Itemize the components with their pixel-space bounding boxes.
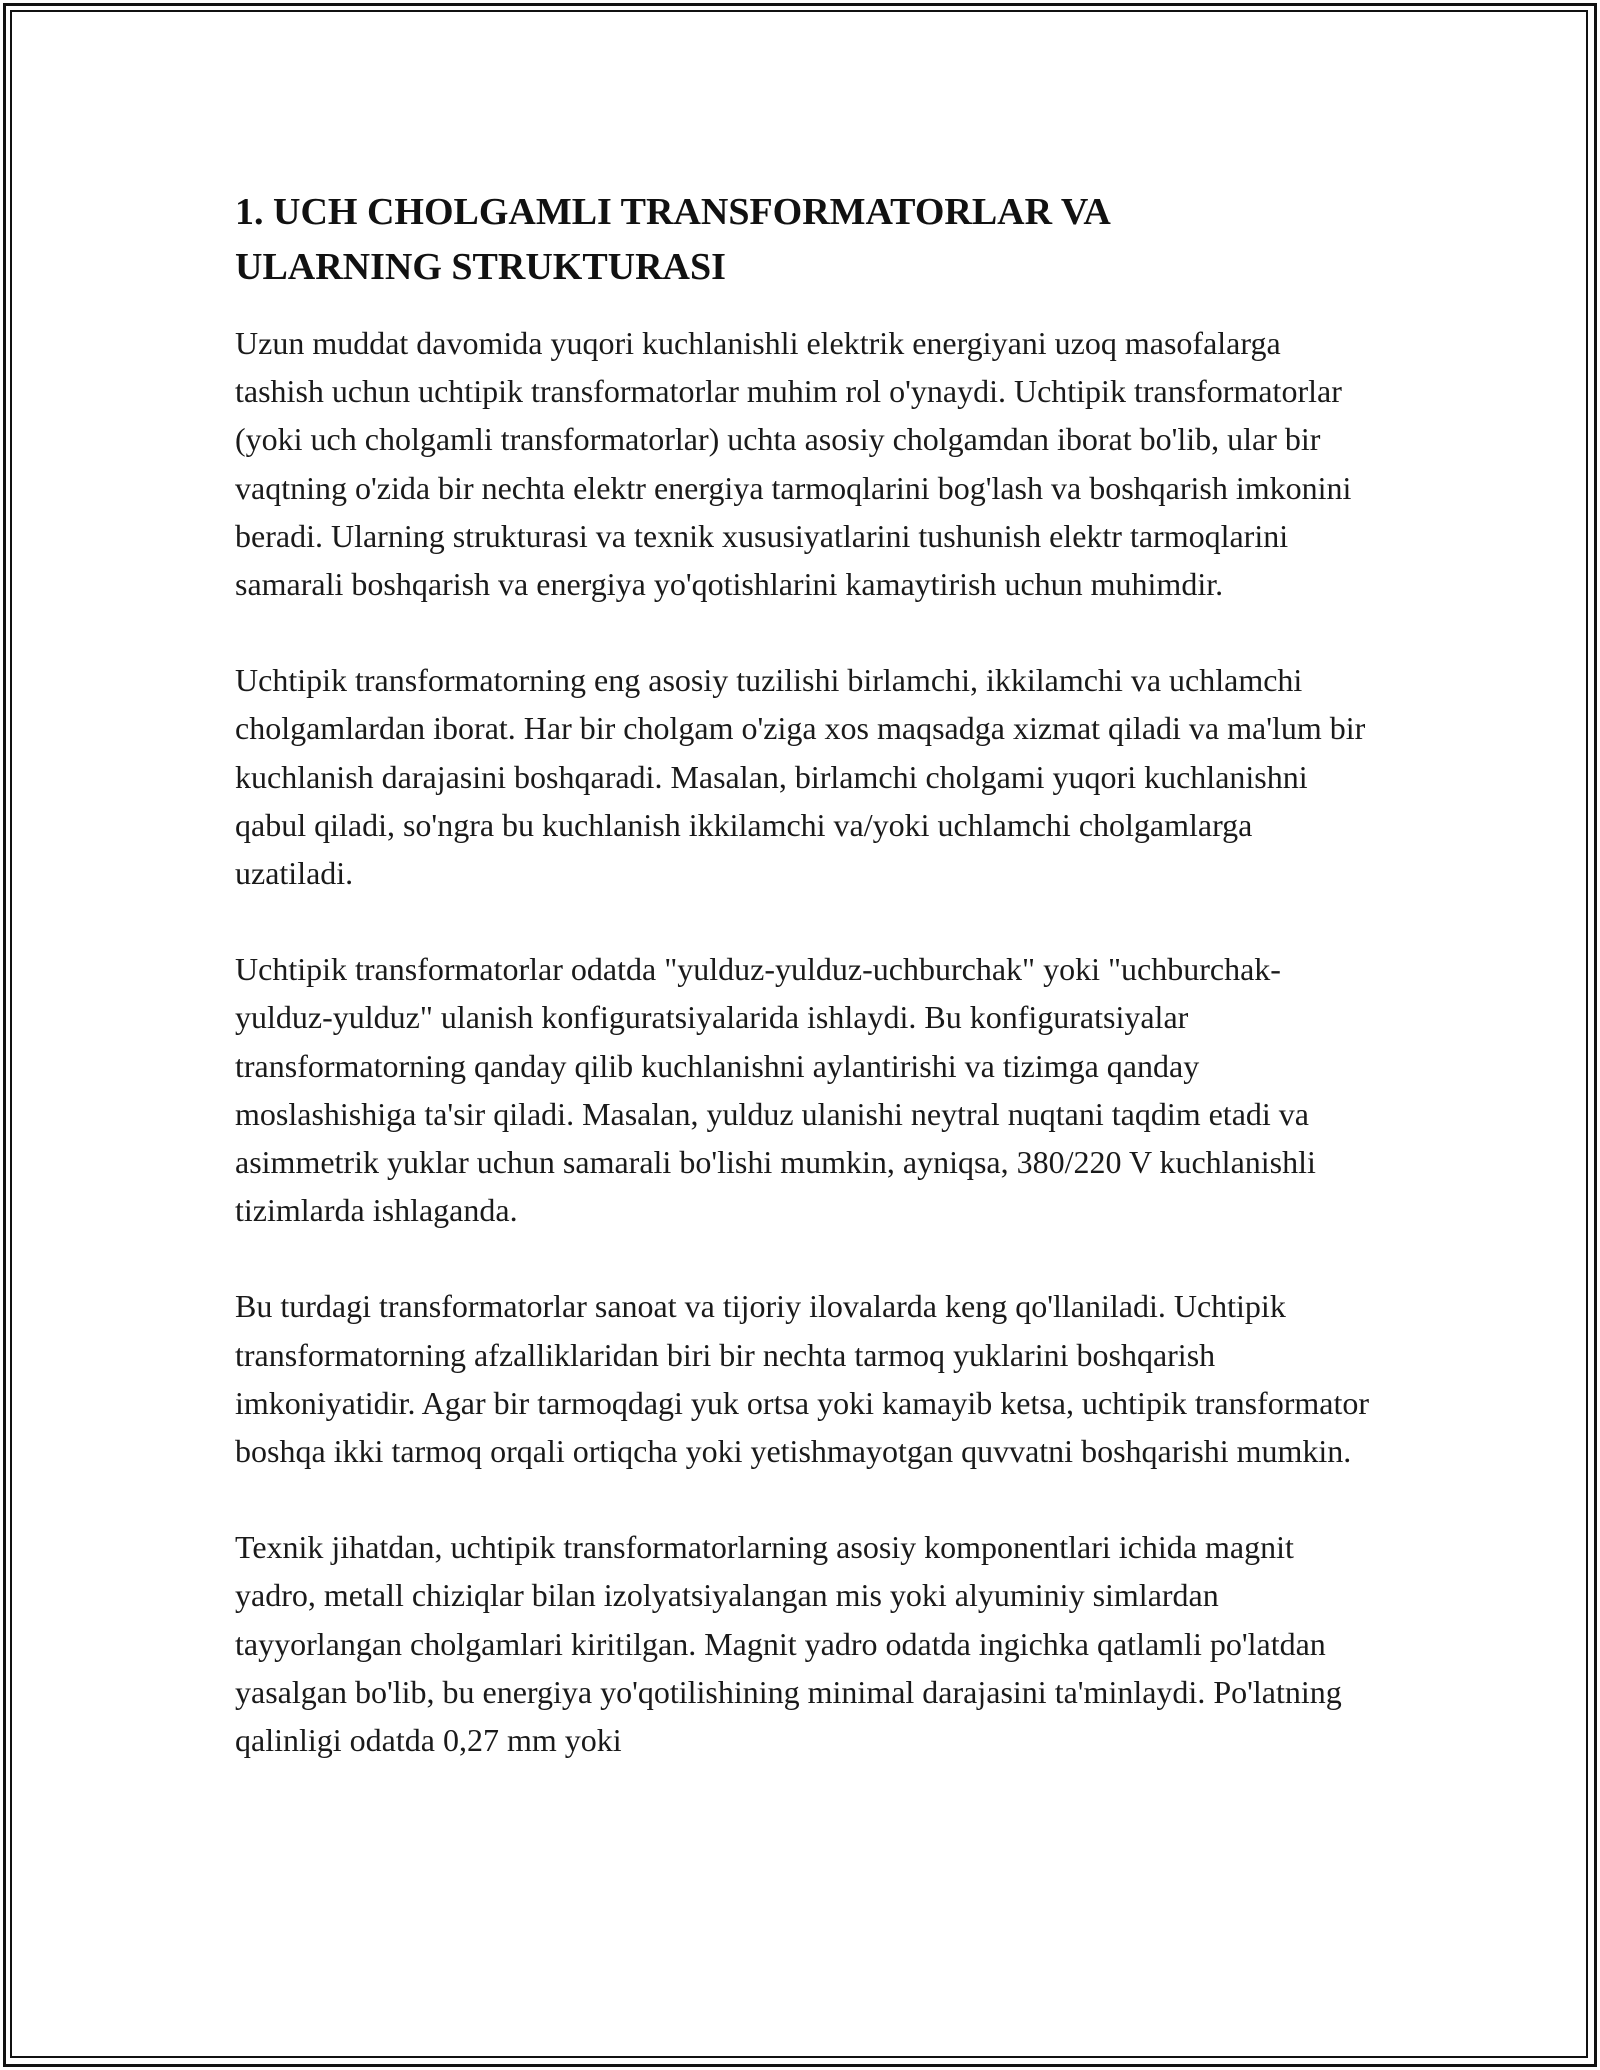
paragraph-1: Uzun muddat davomida yuqori kuchlanishli elektrik energiyani uzoq masofalarga tashish uchun uchtipik transformatorlar muhim rol o'ynaydi. Uchtipik transformatorlar (yoki uch cholgamli transformatorlar) uchta asosiy cholgamdan iborat bo'lib, ular bir vaqtning o'zida bir nechta elektr energiya tarmoqlarini bog'lash va boshqarish imkonini beradi. Ularning strukturasi va texnik xususiyatlarini tushunish elektr tarmoqlarini samarali boshqarish va energiya yo'qotishlarini kamaytirish uchun muhimdir. (235, 325, 1352, 603)
section-heading (235, 185, 1375, 295)
paragraph-2: Uchtipik transformatorning eng asosiy tuzilishi birlamchi, ikkilamchi va uchlamchi cholgamlardan iborat. Har bir cholgam o'ziga xos maqsadga xizmat qiladi va ma'lum bir kuchlanish darajasini boshqaradi. Masalan, birlamchi cholgami yuqori kuchlanishni qabul qiladi, so'ngra bu kuchlanish ikkilamchi va/yoki uchlamchi cholgamlarga uzatiladi. (235, 662, 1366, 892)
document-body (235, 185, 1375, 1764)
paragraph-4: Bu turdagi transformatorlar sanoat va tijoriy ilovalarda keng qo'llaniladi. Uchtipik transformatorning afzalliklaridan biri bir nechta tarmoq yuklarini boshqarish imkoniyatidir. Agar bir tarmoqdagi yuk ortsa yoki kamayib ketsa, uchtipik transformator boshqa ikki tarmoq orqali ortiqcha yoki yetishmayotgan quvvatni boshqarishi mumkin. (235, 1288, 1369, 1470)
paragraph-3: Uchtipik transformatorlar odatda "yulduz-yulduz-uchburchak" yoki "uchburchak-yulduz-yulduz" ulanish konfiguratsiyalarida ishlaydi. Bu konfiguratsiyalar transformatorning qanday qilib kuchlanishni aylantirishi va tizimga qanday moslashishiga ta'sir qiladi. Masalan, yulduz ulanishi neytral nuqtani taqdim etadi va asimmetrik yuklar uchun samarali bo'lishi mumkin, ayniqsa, 380/220 V kuchlanishli tizimlarda ishlaganda. (235, 951, 1316, 1229)
section-heading-line-1: 1. UCH CHOLGAMLI TRANSFORMATORLAR VA (235, 191, 1111, 233)
section-heading-line-2: ULARNING STRUKTURASI (235, 246, 726, 288)
paragraph-5: Texnik jihatdan, uchtipik transformatorlarning asosiy komponentlari ichida magnit yadro, metall chiziqlar bilan izolyatsiyalangan mis yoki alyuminiy simlardan tayyorlangan cholgamlari kiritilgan. Magnit yadro odatda ingichka qatlamli po'latdan yasalgan bo'lib, bu energiya yo'qotilishining minimal darajasini ta'minlaydi. Po'latning qalinligi odatda 0,27 mm yoki (235, 1529, 1342, 1759)
